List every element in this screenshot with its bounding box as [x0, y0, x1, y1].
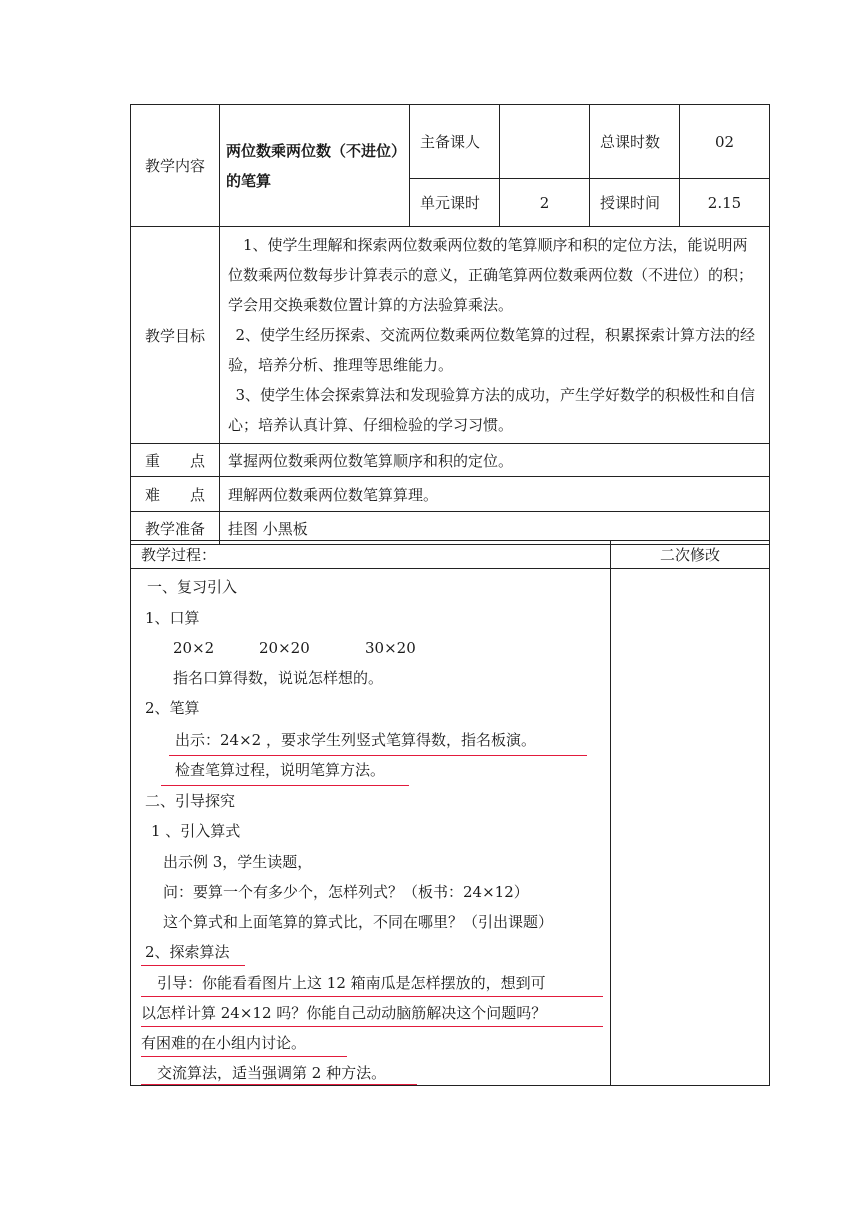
red-underline: [141, 965, 245, 966]
oral-item: 20×2: [173, 639, 215, 657]
revision-column: [611, 569, 770, 1086]
total-hours-value: 02: [680, 105, 770, 179]
unit-hours-label: 单元课时: [410, 179, 500, 227]
process-line: 出示例 3，学生读题，: [163, 853, 313, 871]
sub-heading: 1 、引入算式: [151, 822, 241, 840]
goals-content: [220, 227, 770, 444]
oral-item: 30×20: [365, 639, 416, 657]
teach-time-label: 授课时间: [590, 179, 680, 227]
sub-heading: 1、口算: [145, 609, 200, 627]
goal-item: 2、使学生经历探索、交流两位数乘两位数笔算的过程，积累探索计算方法的经验，培养分析、推理等思维能力。: [228, 326, 756, 374]
oral-item: 20×20: [259, 639, 310, 657]
process-line: 问：要算一个有多少个，怎样列式？（板书：24×12）: [163, 883, 529, 901]
difficulty-label: 难 点: [131, 477, 220, 512]
process-line: 检查笔算过程，说明笔算方法。: [175, 761, 386, 779]
red-underline: [141, 1056, 347, 1057]
goal-item: 3、使学生体会探索算法和发现验算方法的成功，产生学好数学的积极性和自信心；培养认真计算、仔细检验的学习习惯。: [228, 386, 756, 434]
goals-label: 教学目标: [131, 227, 220, 444]
sub-heading: 2、探索算法: [145, 943, 230, 961]
red-underline: [141, 1026, 603, 1027]
lead-teacher-label: 主备课人: [410, 105, 500, 179]
process-label: 教学过程：: [131, 541, 611, 569]
red-underline: [141, 996, 603, 997]
process-line: 这个算式和上面笔算的算式比，不同在哪里？（引出课题）: [163, 913, 554, 931]
process-table: [130, 540, 770, 1086]
key-point-label: 重 点: [131, 444, 220, 477]
unit-hours-value: 2: [500, 179, 590, 227]
red-underline: [141, 1084, 417, 1085]
total-hours-label: 总课时数: [590, 105, 680, 179]
lead-teacher-value: [500, 105, 590, 179]
process-line: 出示：24×2 ，要求学生列竖式笔算得数，指名板演。: [175, 731, 536, 749]
goal-item: 1、使学生理解和探索两位数乘两位数的笔算顺序和积的定位方法，能说明两位数乘两位数每步计算表示的意义，正确笔算两位数乘两位数（不进位）的积；学会用交换乘数位置计算的方法验算乘法。: [228, 236, 754, 314]
red-underline: [161, 785, 409, 786]
prep-label: 教学准备: [131, 512, 220, 545]
process-content: [131, 569, 611, 1086]
process-line: 有困难的在小组内讨论。: [141, 1034, 307, 1052]
process-line: 引导：你能看看图片上这 12 箱南瓜是怎样摆放的，想到可: [157, 974, 546, 992]
prep-text: 挂图 小黑板: [220, 512, 770, 545]
process-line: 以怎样计算 24×12 吗？你能自己动动脑筋解决这个问题吗？: [141, 1004, 547, 1022]
revision-label: 二次修改: [611, 541, 770, 569]
lesson-title: 两位数乘两位数（不进位）的笔算: [220, 105, 410, 227]
difficulty-text: 理解两位数乘两位数笔算算理。: [220, 477, 770, 512]
key-point-text: 掌握两位数乘两位数笔算顺序和积的定位。: [220, 444, 770, 477]
red-underline: [169, 755, 587, 756]
lesson-info-table: [130, 104, 770, 545]
section-heading: 二、引导探究: [145, 792, 236, 810]
sub-heading: 2、笔算: [145, 699, 200, 717]
process-line: 指名口算得数，说说怎样想的。: [173, 669, 384, 687]
section-heading: 一、复习引入: [147, 578, 238, 596]
teach-time-value: 2.15: [680, 179, 770, 227]
content-label: 教学内容: [131, 105, 220, 227]
process-line: 交流算法，适当强调第 2 种方法。: [157, 1064, 387, 1082]
